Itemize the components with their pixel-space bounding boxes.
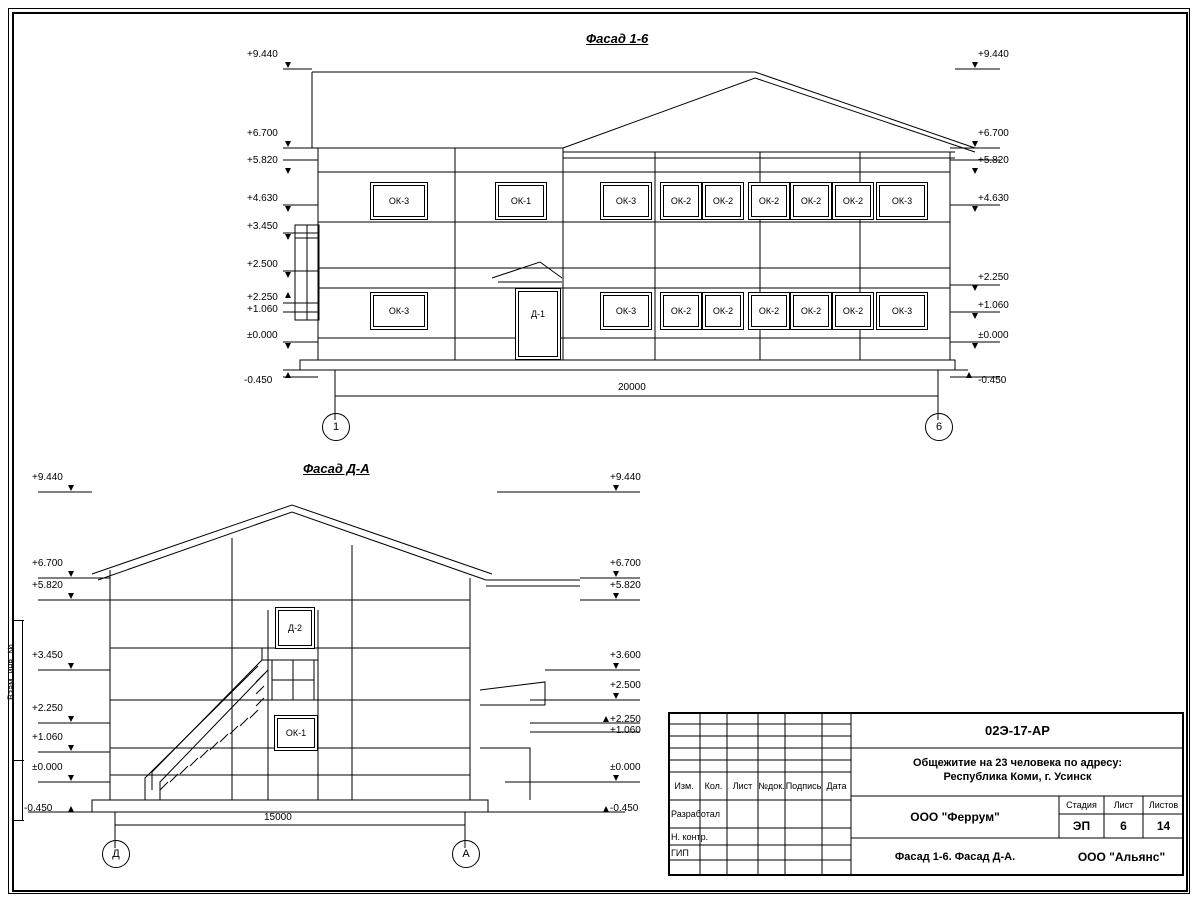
level-label: +5.820 <box>32 580 63 591</box>
level-label: +2.500 <box>610 680 641 691</box>
level-label: +6.700 <box>610 558 641 569</box>
level-label: +9.440 <box>610 472 641 483</box>
level-label: ±0.000 <box>978 330 1009 341</box>
stamp-col-kol: Кол. <box>704 781 723 791</box>
window-label: ОК-3 <box>388 306 410 316</box>
level-label: ±0.000 <box>610 762 641 773</box>
door-label: Д-2 <box>287 623 303 633</box>
level-label: +6.700 <box>247 128 278 139</box>
window-label: ОК-2 <box>800 196 822 206</box>
facade-1-6-title: Фасад 1-6 <box>586 31 649 46</box>
stamp-role-nkontr: Н. контр. <box>671 831 709 842</box>
axis-marker: Д <box>102 840 130 868</box>
level-label: +2.250 <box>610 714 641 725</box>
window-label: ОК-2 <box>800 306 822 316</box>
level-label: +9.440 <box>32 472 63 483</box>
window-label: ОК-2 <box>758 196 780 206</box>
stamp-role-razrabotal: Разработал <box>671 809 720 819</box>
level-label: -0.450 <box>24 803 53 814</box>
level-label: +2.250 <box>978 272 1009 283</box>
window-label: ОК-3 <box>891 306 913 316</box>
level-label: +5.820 <box>247 155 278 166</box>
level-label: +6.700 <box>32 558 63 569</box>
stamp-company: ООО "Феррум" <box>910 810 1000 824</box>
level-label: +5.820 <box>610 580 641 591</box>
level-label: ±0.000 <box>247 330 278 341</box>
axis-marker: 6 <box>925 413 953 441</box>
window-label: ОК-3 <box>891 196 913 206</box>
level-label: +2.500 <box>247 259 278 270</box>
axis-marker: 1 <box>322 413 350 441</box>
stamp-object-line2: Республика Коми, г. Усинск <box>943 771 1092 783</box>
stamp-drawing-name: Фасад 1-6. Фасад Д-А. <box>894 851 1016 863</box>
window-label: ОК-3 <box>615 196 637 206</box>
level-label: +2.250 <box>32 703 63 714</box>
window-label: ОК-2 <box>842 196 864 206</box>
level-label: ±0.000 <box>32 762 63 773</box>
window-label: ОК-1 <box>510 196 532 206</box>
dimension-label: 20000 <box>618 382 646 393</box>
stamp-object-line1: Общежитие на 23 человека по адресу: <box>912 757 1123 769</box>
level-label: -0.450 <box>610 803 639 814</box>
door-label: Д-1 <box>530 308 546 319</box>
stamp-header-listov: Листов <box>1148 800 1179 810</box>
window-label: ОК-2 <box>758 306 780 316</box>
level-label: -0.450 <box>978 375 1007 386</box>
window-label: ОК-2 <box>670 196 692 206</box>
level-label: +2.250 <box>247 292 278 303</box>
stamp-col-izm: Изм. <box>674 781 694 791</box>
window-label: ОК-1 <box>285 728 307 738</box>
stamp-header-list: Лист <box>1113 800 1134 810</box>
level-label: +3.450 <box>32 650 63 661</box>
window-label: ОК-2 <box>842 306 864 316</box>
level-label: +9.440 <box>247 49 278 60</box>
side-note: Взам. инв. № <box>6 644 16 700</box>
level-label: -0.450 <box>244 375 273 386</box>
level-label: +3.450 <box>247 221 278 232</box>
axis-marker: А <box>452 840 480 868</box>
stamp-value-stage: ЭП <box>1072 819 1091 833</box>
level-label: +5.820 <box>978 155 1009 166</box>
stamp-col-ndok: №док. <box>758 781 785 791</box>
window-label: ОК-3 <box>388 196 410 206</box>
stamp-col-list: Лист <box>732 781 753 791</box>
level-label: +6.700 <box>978 128 1009 139</box>
stamp-code: 02Э-17-АР <box>985 722 1050 738</box>
stamp-value-listov: 14 <box>1156 819 1171 833</box>
stamp-col-podpis: Подпись <box>785 781 822 791</box>
level-label: +1.060 <box>247 304 278 315</box>
level-label: +4.630 <box>247 193 278 204</box>
window-label: ОК-2 <box>670 306 692 316</box>
level-label: +9.440 <box>978 49 1009 60</box>
level-label: +1.060 <box>610 725 641 736</box>
window-label: ОК-2 <box>712 196 734 206</box>
level-label: +4.630 <box>978 193 1009 204</box>
level-label: +3.600 <box>610 650 641 661</box>
window-label: ОК-3 <box>615 306 637 316</box>
stamp-company2: ООО "Альянс" <box>1077 850 1166 864</box>
dimension-label: 15000 <box>264 812 292 823</box>
stamp-col-data: Дата <box>826 781 847 791</box>
level-label: +1.060 <box>32 732 63 743</box>
stamp-header-stage: Стадия <box>1066 800 1097 810</box>
window-label: ОК-2 <box>712 306 734 316</box>
stamp-value-list: 6 <box>1120 819 1127 833</box>
facade-d-a-title: Фасад Д-А <box>303 461 370 476</box>
stamp-role-gip: ГИП <box>671 847 689 858</box>
level-label: +1.060 <box>978 300 1009 311</box>
